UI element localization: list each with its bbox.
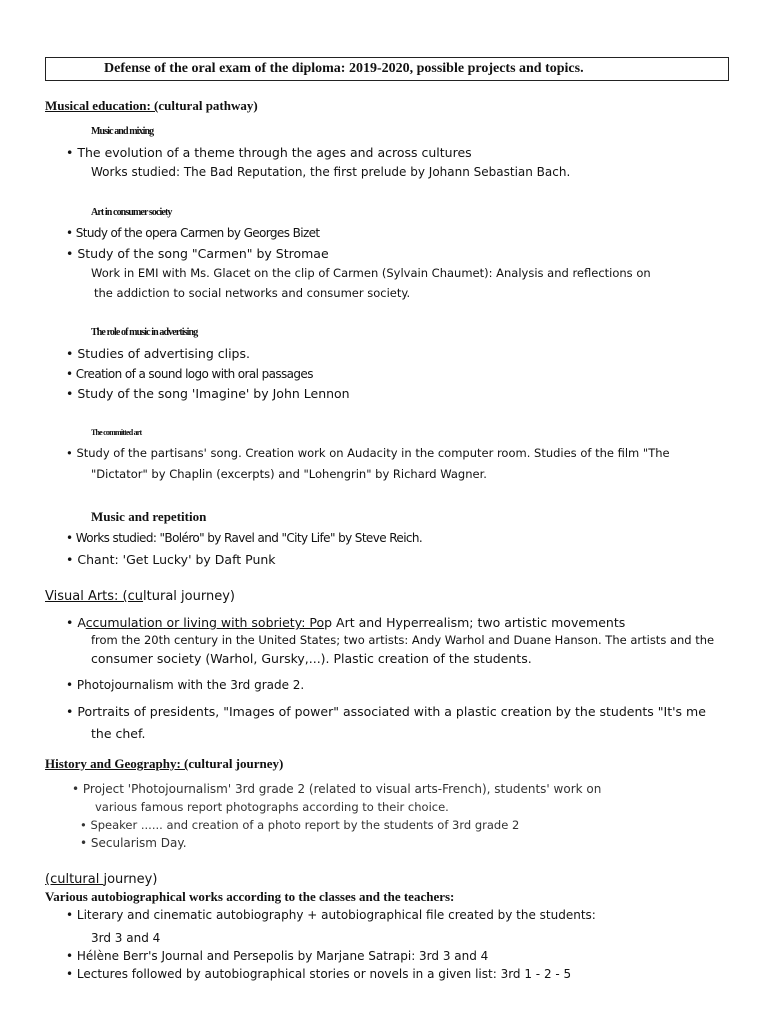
bullet-opera-carmen: • Study of the opera Carmen by Georges Bizet xyxy=(66,226,320,240)
subheading-music-mixing: Music and mixing xyxy=(91,126,154,137)
subheading-autobiographical-works: Various autobiographical works according to the classes and the teachers: xyxy=(45,889,455,904)
bullet-literary-autobiography: • Literary and cinematic autobiography + autobiographical file created by the students: xyxy=(66,908,596,922)
subheading-music-repetition: Music and repetition xyxy=(91,509,207,524)
bullet-photojournalism: • Photojournalism with the 3rd grade 2. xyxy=(66,678,305,692)
bullet-speaker: • Speaker ...... and creation of a photo report by the students of 3rd grade 2 xyxy=(80,818,520,832)
bullet-song-carmen: • Study of the song "Carmen" by Stromae xyxy=(66,246,329,261)
bullet-evolution-theme: • The evolution of a theme through the ages and across cultures xyxy=(66,145,472,160)
bullet-sound-logo: • Creation of a sound logo with oral passages xyxy=(66,367,313,381)
detail-consumer-society: consumer society (Warhol, Gursky,...). Plastic creation of the students. xyxy=(91,651,532,666)
detail-20th-century: from the 20th century in the United States; two artists: Andy Warhol and Duane Hanson. The artists and the xyxy=(91,633,715,647)
detail-works-studied: Works studied: The Bad Reputation, the first prelude by Johann Sebastian Bach. xyxy=(91,165,571,179)
detail-emi-work: Work in EMI with Ms. Glacet on the clip of Carmen (Sylvain Chaumet): Analysis and reflections on xyxy=(91,266,651,280)
bullet-get-lucky: • Chant: 'Get Lucky' by Daft Punk xyxy=(66,552,276,567)
bullet-accumulation-prefix: • A xyxy=(66,615,86,630)
bullet-lectures: • Lectures followed by autobiographical stories or novels in a given list: 3rd 1 - 2 - 5 xyxy=(66,967,572,981)
section-heading-music xyxy=(45,98,258,114)
detail-dictator: "Dictator" by Chaplin (excerpts) and "Lohengrin" by Richard Wagner. xyxy=(91,467,487,481)
bullet-accumulation-underlined: ccumulation or living with sobriety: Po xyxy=(85,615,325,630)
section-heading-music-underlined: Musical education: ( xyxy=(45,98,159,113)
section-heading-music-rest: cultural pathway) xyxy=(158,98,258,113)
bullet-helene-berr: • Hélène Berr's Journal and Persepolis by Marjane Satrapi: 3rd 3 and 4 xyxy=(66,949,489,963)
section-heading-history-rest: cultural journey) xyxy=(188,756,284,771)
section-heading-cultural-underlined: (cultural xyxy=(45,872,104,887)
bullet-portraits-presidents: • Portraits of presidents, "Images of power" associated with a plastic creation by the students "It's me xyxy=(66,704,706,719)
bullet-accumulation xyxy=(66,615,625,630)
section-heading-cultural-rest: journey) xyxy=(103,872,158,887)
document-title: Defense of the oral exam of the diploma: 2019-2020, possible projects and topics. xyxy=(45,57,729,81)
subheading-music-advertising: The role of music in advertising xyxy=(91,327,198,338)
bullet-partisans-song: • Study of the partisans' song. Creation work on Audacity in the computer room. Studies of the film "The xyxy=(66,446,670,460)
detail-the-chef: the chef. xyxy=(91,726,146,741)
section-heading-visual-arts xyxy=(45,589,235,604)
detail-famous-photographs: various famous report photographs according to their choice. xyxy=(95,800,449,814)
subheading-art-consumer: Art in consumer society xyxy=(91,207,172,218)
detail-3rd-3-and-4: 3rd 3 and 4 xyxy=(91,931,161,945)
section-heading-history xyxy=(45,756,283,772)
section-heading-history-underlined: History and Geography: ( xyxy=(45,756,189,771)
bullet-advertising-clips: • Studies of advertising clips. xyxy=(66,346,250,361)
bullet-project-photojournalism: • Project 'Photojournalism' 3rd grade 2 (related to visual arts-French), students' work on xyxy=(72,782,602,796)
section-heading-visual-underlined: Visual Arts: (cu xyxy=(45,589,144,604)
subheading-committed-art: The committed art xyxy=(91,428,142,437)
bullet-secularism-day: • Secularism Day. xyxy=(80,836,187,850)
section-heading-visual-rest: ltural journey) xyxy=(143,589,235,604)
bullet-accumulation-rest: p Art and Hyperrealism; two artistic movements xyxy=(324,615,626,630)
section-heading-cultural-journey xyxy=(45,872,157,887)
bullet-bolero: • Works studied: "Boléro" by Ravel and "City Life" by Steve Reich. xyxy=(66,531,423,545)
detail-addiction: the addiction to social networks and consumer society. xyxy=(94,286,411,300)
bullet-song-imagine: • Study of the song 'Imagine' by John Lennon xyxy=(66,386,350,401)
